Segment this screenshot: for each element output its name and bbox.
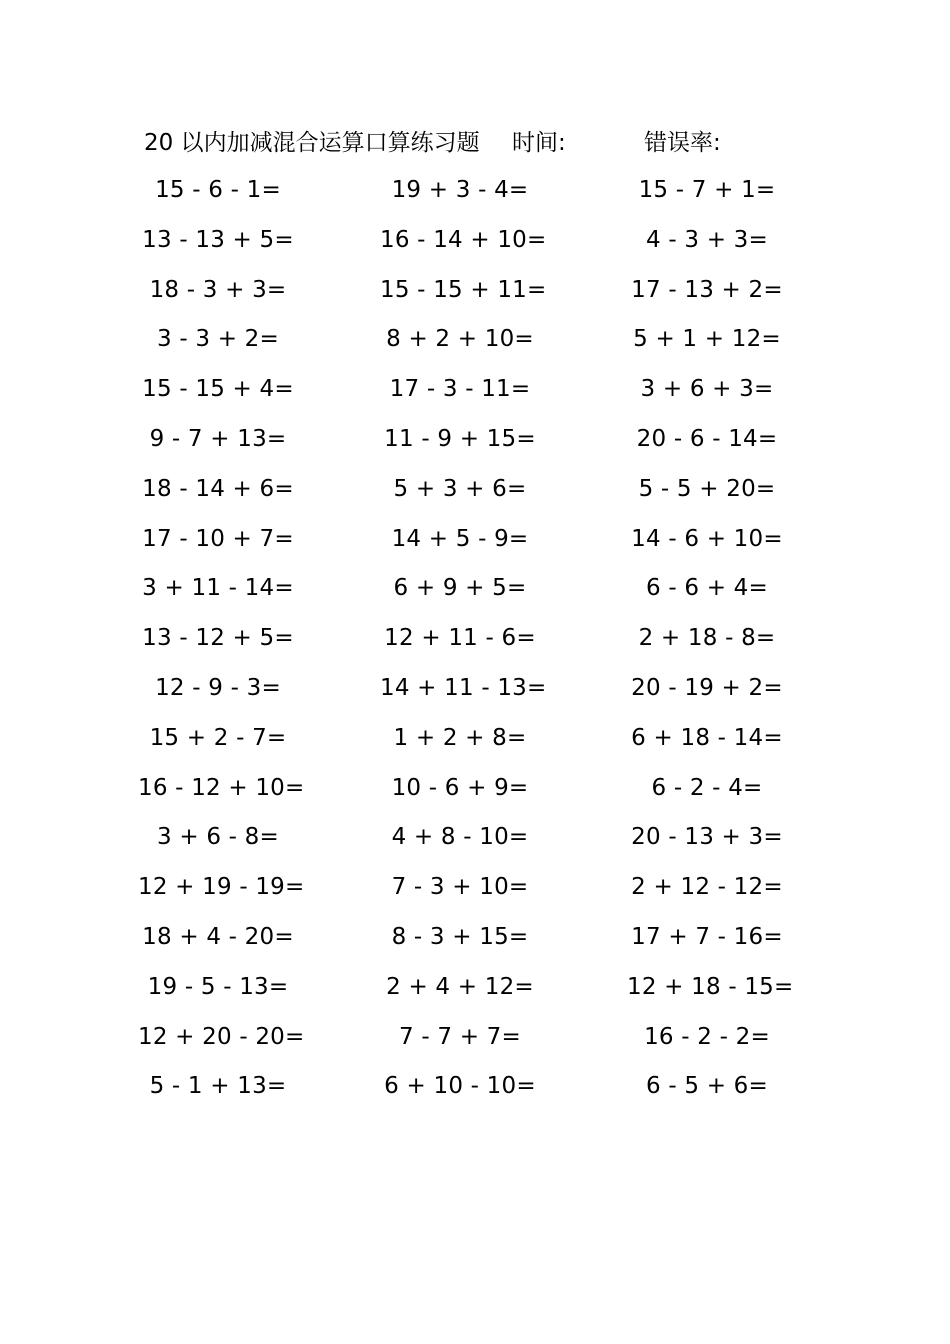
math-problem: 10 - 6 + 9= <box>391 774 529 801</box>
math-problem: 6 - 6 + 4= <box>646 575 768 602</box>
math-problem: 6 + 9 + 5= <box>393 575 527 602</box>
math-problem: 1 + 2 + 8= <box>393 724 527 751</box>
math-problem: 5 - 5 + 20= <box>638 475 776 502</box>
problem-row <box>0 1066 950 1116</box>
math-problem: 16 - 2 - 2= <box>644 1023 770 1050</box>
problem-row <box>0 519 950 569</box>
math-problem: 17 - 13 + 2= <box>631 276 783 303</box>
math-problem: 18 - 14 + 6= <box>142 475 294 502</box>
math-problem: 15 - 15 + 11= <box>380 276 547 303</box>
math-problem: 14 + 5 - 9= <box>391 525 529 552</box>
problem-row <box>0 270 950 320</box>
problem-row <box>0 1017 950 1067</box>
math-problem: 18 + 4 - 20= <box>142 923 294 950</box>
math-problem: 13 - 12 + 5= <box>142 625 294 652</box>
math-problem: 18 - 3 + 3= <box>149 276 287 303</box>
problem-row <box>0 469 950 519</box>
math-problem: 15 + 2 - 7= <box>149 724 287 751</box>
math-problem: 8 - 3 + 15= <box>391 923 529 950</box>
math-problem: 2 + 12 - 12= <box>631 874 783 901</box>
math-problem: 5 - 1 + 13= <box>149 1073 287 1100</box>
worksheet-header <box>0 124 950 164</box>
math-problem: 8 + 2 + 10= <box>386 326 534 353</box>
problem-row <box>0 419 950 469</box>
problem-grid <box>0 170 950 1116</box>
problem-row <box>0 867 950 917</box>
math-problem: 3 + 6 + 3= <box>640 376 774 403</box>
error-rate-label: 错误率: <box>644 130 721 156</box>
math-problem: 17 - 10 + 7= <box>142 525 294 552</box>
problem-row <box>0 967 950 1017</box>
problem-row <box>0 220 950 270</box>
math-problem: 11 - 9 + 15= <box>384 425 536 452</box>
math-problem: 20 - 19 + 2= <box>631 674 783 701</box>
math-problem: 2 + 4 + 12= <box>386 973 534 1000</box>
problem-row <box>0 668 950 718</box>
problem-row <box>0 319 950 369</box>
math-problem: 12 + 11 - 6= <box>384 625 536 652</box>
math-problem: 14 - 6 + 10= <box>631 525 783 552</box>
problem-row <box>0 170 950 220</box>
math-problem: 4 - 3 + 3= <box>646 226 768 253</box>
math-problem: 13 - 13 + 5= <box>142 226 294 253</box>
math-problem: 17 + 7 - 16= <box>631 923 783 950</box>
math-problem: 12 + 19 - 19= <box>138 874 305 901</box>
math-problem: 15 - 6 - 1= <box>155 177 281 203</box>
math-problem: 12 + 18 - 15= <box>627 973 794 1000</box>
math-problem: 20 - 6 - 14= <box>636 425 778 452</box>
math-problem: 14 + 11 - 13= <box>380 674 547 701</box>
math-problem: 19 - 5 - 13= <box>147 973 289 1000</box>
problem-row <box>0 917 950 967</box>
math-problem: 2 + 18 - 8= <box>638 625 776 652</box>
problem-row <box>0 369 950 419</box>
math-problem: 4 + 8 - 10= <box>391 824 529 851</box>
math-problem: 6 - 5 + 6= <box>646 1073 768 1100</box>
problem-row <box>0 817 950 867</box>
math-problem: 7 - 3 + 10= <box>391 874 529 901</box>
math-problem: 3 + 11 - 14= <box>142 575 294 602</box>
math-problem: 6 - 2 - 4= <box>651 774 763 801</box>
problem-row <box>0 618 950 668</box>
math-problem: 15 - 15 + 4= <box>142 376 294 403</box>
math-problem: 12 - 9 - 3= <box>155 674 281 701</box>
math-problem: 12 + 20 - 20= <box>138 1023 305 1050</box>
math-problem: 7 - 7 + 7= <box>399 1023 521 1050</box>
math-problem: 6 + 10 - 10= <box>384 1073 536 1100</box>
math-problem: 9 - 7 + 13= <box>149 425 287 452</box>
math-problem: 16 - 14 + 10= <box>380 226 547 253</box>
math-problem: 15 - 7 + 1= <box>638 177 776 203</box>
problem-row <box>0 718 950 768</box>
math-problem: 20 - 13 + 3= <box>631 824 783 851</box>
math-problem: 6 + 18 - 14= <box>631 724 783 751</box>
math-problem: 3 - 3 + 2= <box>157 326 279 353</box>
problem-row <box>0 568 950 618</box>
math-problem: 5 + 3 + 6= <box>393 475 527 502</box>
math-problem: 16 - 12 + 10= <box>138 774 305 801</box>
math-problem: 3 + 6 - 8= <box>157 824 279 851</box>
time-label: 时间: <box>512 130 566 156</box>
math-problem: 5 + 1 + 12= <box>633 326 781 353</box>
problem-row <box>0 768 950 818</box>
math-problem: 19 + 3 - 4= <box>391 177 529 203</box>
worksheet-title: 20 以内加减混合运算口算练习题 <box>144 130 480 156</box>
math-problem: 17 - 3 - 11= <box>389 376 531 403</box>
